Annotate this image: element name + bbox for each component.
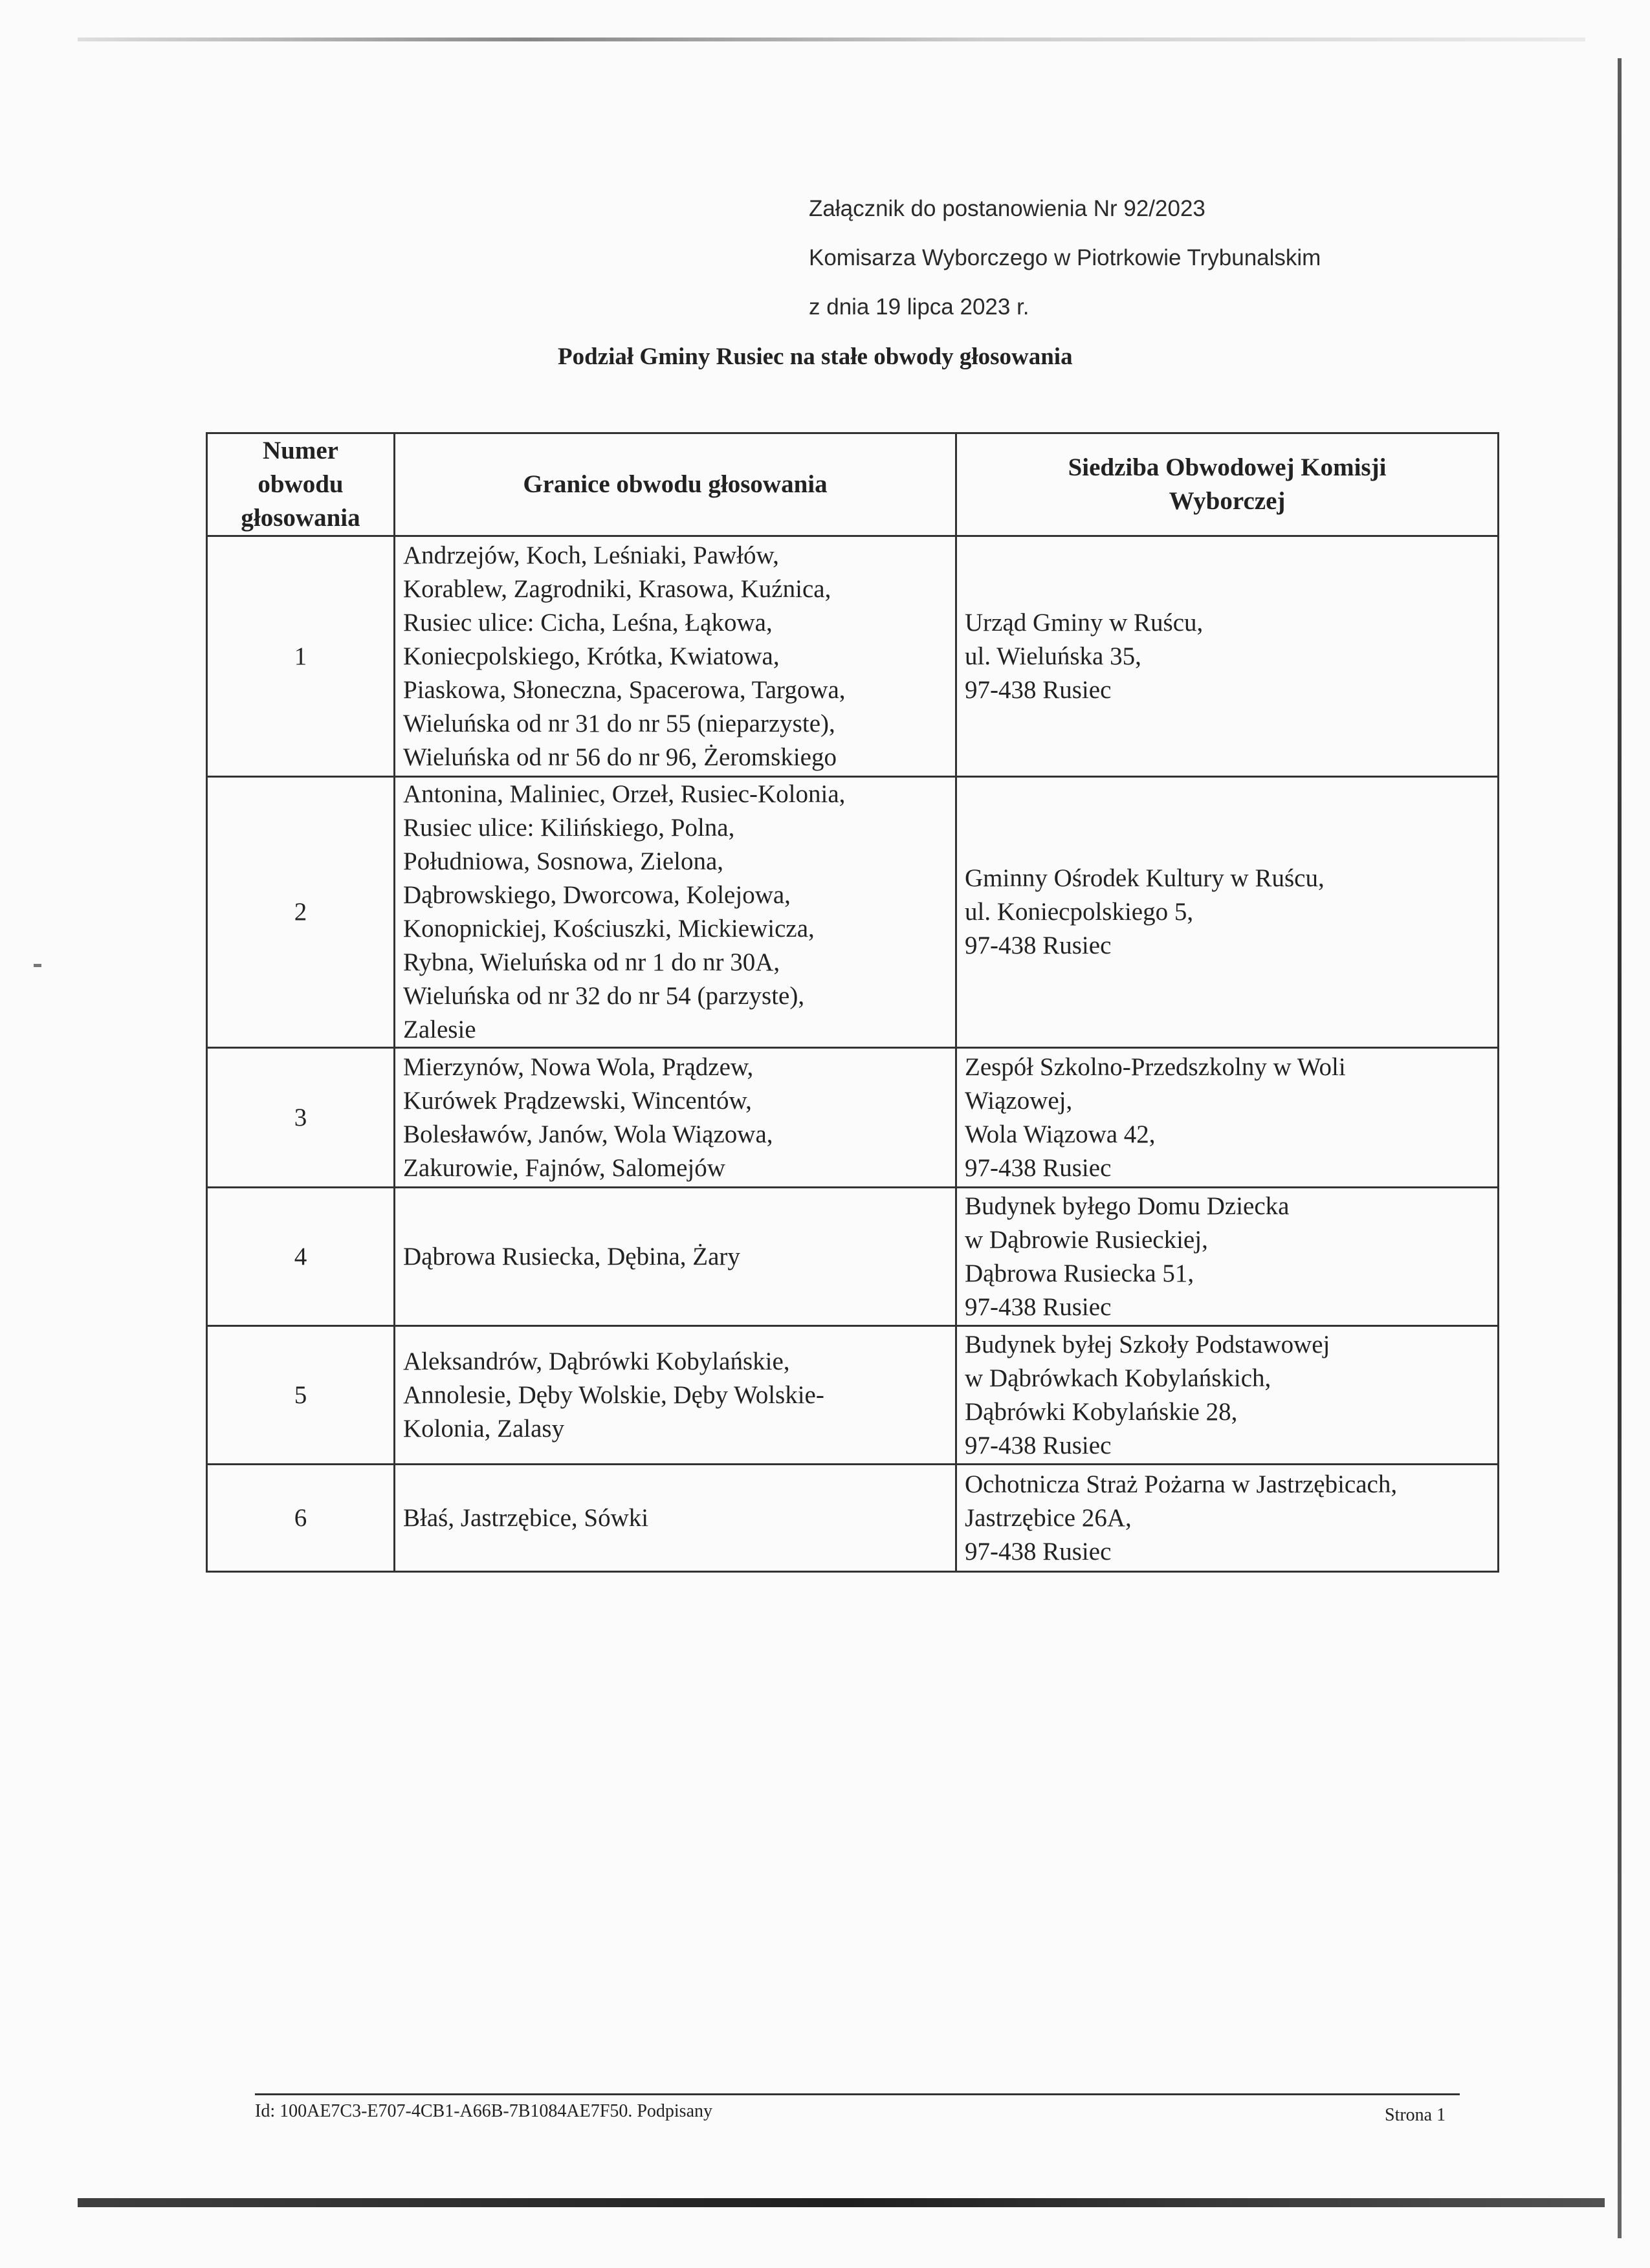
table-header-row [207,433,1499,536]
voting-districts-table [206,432,1499,1573]
table-row [207,1188,1499,1326]
district-boundaries: Dąbrowa Rusiecka, Dębina, Żary [395,1188,956,1326]
table-row [207,1465,1499,1572]
district-seat: Ochotnicza Straż Pożarna w Jastrzębicach, Jastrzębice 26A, 97-438 Rusiec [956,1465,1499,1572]
district-number: 5 [207,1326,395,1465]
footer-divider [255,2093,1460,2095]
scan-edge-right [1618,58,1622,2238]
district-number: 4 [207,1188,395,1326]
header-number: Numer obwodu głosowania [207,433,395,536]
document-title: Podział Gminy Rusiec na stałe obwody głosowania [558,343,1073,370]
district-seat: Zespół Szkolno-Przedszkolny w Woli Wiązowej, Wola Wiązowa 42, 97-438 Rusiec [956,1048,1499,1188]
table-row [207,777,1499,1048]
district-seat: Budynek byłej Szkoły Podstawowej w Dąbrówkach Kobylańskich, Dąbrówki Kobylańskie 28, 97-438 Rusiec [956,1326,1499,1465]
district-boundaries: Mierzynów, Nowa Wola, Prądzew, Kurówek Prądzewski, Wincentów, Bolesławów, Janów, Wola Wiązowa, Zakurowie, Fajnów, Salomejów [395,1048,956,1188]
document-header [809,184,1321,332]
table-row [207,536,1499,777]
header-boundaries: Granice obwodu głosowania [395,433,956,536]
table-row [207,1048,1499,1188]
header-seat: Siedziba Obwodowej Komisji Wyborczej [956,433,1499,536]
header-line-3: z dnia 19 lipca 2023 r. [809,294,1029,320]
district-boundaries: Aleksandrów, Dąbrówki Kobylańskie, Annolesie, Dęby Wolskie, Dęby Wolskie- Kolonia, Zalasy [395,1326,956,1465]
header-line-1: Załącznik do postanowienia Nr 92/2023 [809,196,1205,221]
district-seat: Gminny Ośrodek Kultury w Ruścu, ul. Koniecpolskiego 5, 97-438 Rusiec [956,777,1499,1048]
district-boundaries: Antonina, Maliniec, Orzeł, Rusiec-Kolonia, Rusiec ulice: Kilińskiego, Polna, Południowa, Sosnowa, Zielona, Dąbrowskiego, Dworcowa, Kolejowa, Konopnickiej, Kościuszki, Mickiewicza, Rybna, Wieluńska od nr 1 do nr 30A, Wieluńska od nr 32 do nr 54 (parzyste), Zalesie [395,777,956,1048]
scan-edge-top [78,38,1585,41]
district-number: 6 [207,1465,395,1572]
district-boundaries: Błaś, Jastrzębice, Sówki [395,1465,956,1572]
header-line-2: Komisarza Wyborczego w Piotrkowie Trybunalskim [809,245,1321,270]
document-id: Id: 100AE7C3-E707-4CB1-A66B-7B1084AE7F50. Podpisany [255,2101,712,2121]
district-boundaries: Andrzejów, Koch, Leśniaki, Pawłów, Korablew, Zagrodniki, Krasowa, Kuźnica, Rusiec ulice: Cicha, Leśna, Łąkowa, Koniecpolskiego, Krótka, Kwiatowa, Piaskowa, Słoneczna, Spacerowa, Targowa, Wieluńska od nr 31 do nr 55 (nieparzyste), Wieluńska od nr 56 do nr 96, Żeromskiego [395,536,956,777]
district-number: 3 [207,1048,395,1188]
district-seat: Urząd Gminy w Ruścu, ul. Wieluńska 35, 97-438 Rusiec [956,536,1499,777]
district-seat: Budynek byłego Domu Dziecka w Dąbrowie Rusieckiej, Dąbrowa Rusiecka 51, 97-438 Rusiec [956,1188,1499,1326]
district-number: 2 [207,777,395,1048]
scan-mark [34,964,41,967]
scan-edge-bottom [78,2198,1605,2207]
page-number: Strona 1 [1385,2105,1446,2125]
table-row [207,1326,1499,1465]
district-number: 1 [207,536,395,777]
